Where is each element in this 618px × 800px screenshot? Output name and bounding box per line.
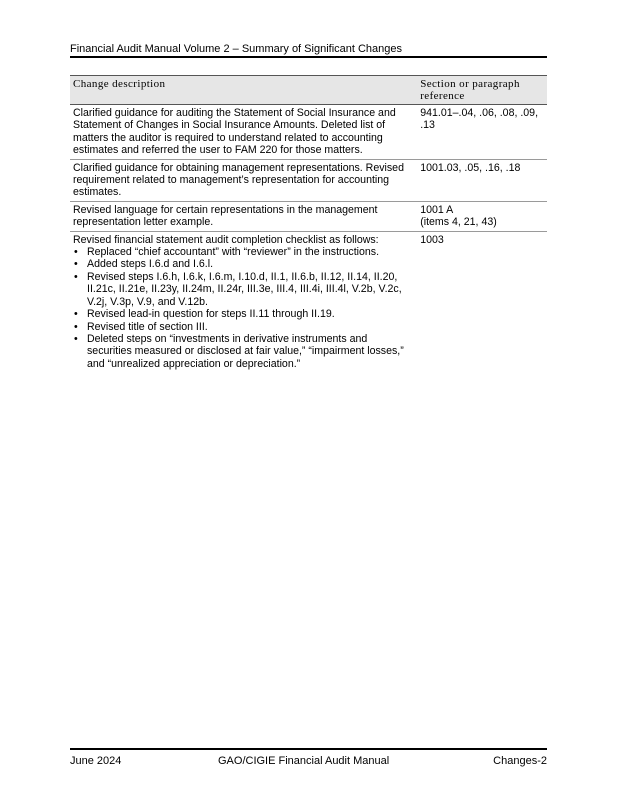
checklist-changes-list [73,246,414,370]
row-reference: 1001.03, .05, .16, .18 [417,159,547,201]
changes-table [70,75,547,372]
row-reference-items: (items 4, 21, 43) [420,216,497,229]
footer-date: June 2024 [70,755,122,767]
table-row [70,159,547,201]
header-rule [70,56,547,58]
page-header-title: Financial Audit Manual Volume 2 – Summary of Significant Changes [70,43,403,55]
row-description-cell [70,231,417,372]
row-description: Clarified guidance for auditing the Statement of Social Insurance and Statement of Changes in Social Insurance Amounts. Deleted list of matters the auditor is required to understand related to accounting estimates and referred the user to FAM 220 for those matters. [70,105,417,160]
row-reference: 941.01–.04, .06, .08, .09, .13 [417,105,547,160]
list-item: • Added steps I.6.d and I.6.l. [87,258,414,270]
row-description: Revised language for certain representations in the management representation letter example. [70,201,417,231]
list-item: • Revised title of section III. [87,321,414,333]
column-header-change-description: Change description [70,76,417,105]
footer-rule [70,748,547,750]
row-description: Clarified guidance for obtaining management representations. Revised requirement related to management’s representation for accounting estimates. [70,159,417,201]
table-header-row [70,76,547,105]
list-item: • Revised lead-in question for steps II.11 through II.19. [87,308,414,320]
list-item: • Replaced “chief accountant” with “reviewer” in the instructions. [87,246,414,258]
table-row [70,231,547,372]
table-row [70,105,547,160]
table-row [70,201,547,231]
list-item: • Deleted steps on “investments in derivative instruments and securities measured or disclosed at fair value,” “impairment losses,” and “unrealized appreciation or depreciation.” [87,333,414,370]
footer-manual-title: GAO/CIGIE Financial Audit Manual [218,755,390,767]
row-reference-cell [417,201,547,231]
list-item: • Revised steps I.6.h, I.6.k, I.6.m, I.10.d, II.1, II.6.b, II.12, II.14, II.20, II.21c, II.21e, II.23y, II.24m, II.24r, III.3e, III.4, III.4i, III.4l, V.2b, V.2c, V.2j, V.3p, V.9, and V.12b. [87,271,414,308]
column-header-reference: Section or paragraph reference [417,76,547,105]
row-reference: 1003 [420,233,444,246]
row-reference: 1001 A [420,203,454,216]
row-description: Revised financial statement audit completion checklist as follows: [73,233,379,246]
footer-page-number: Changes-2 [493,755,547,767]
